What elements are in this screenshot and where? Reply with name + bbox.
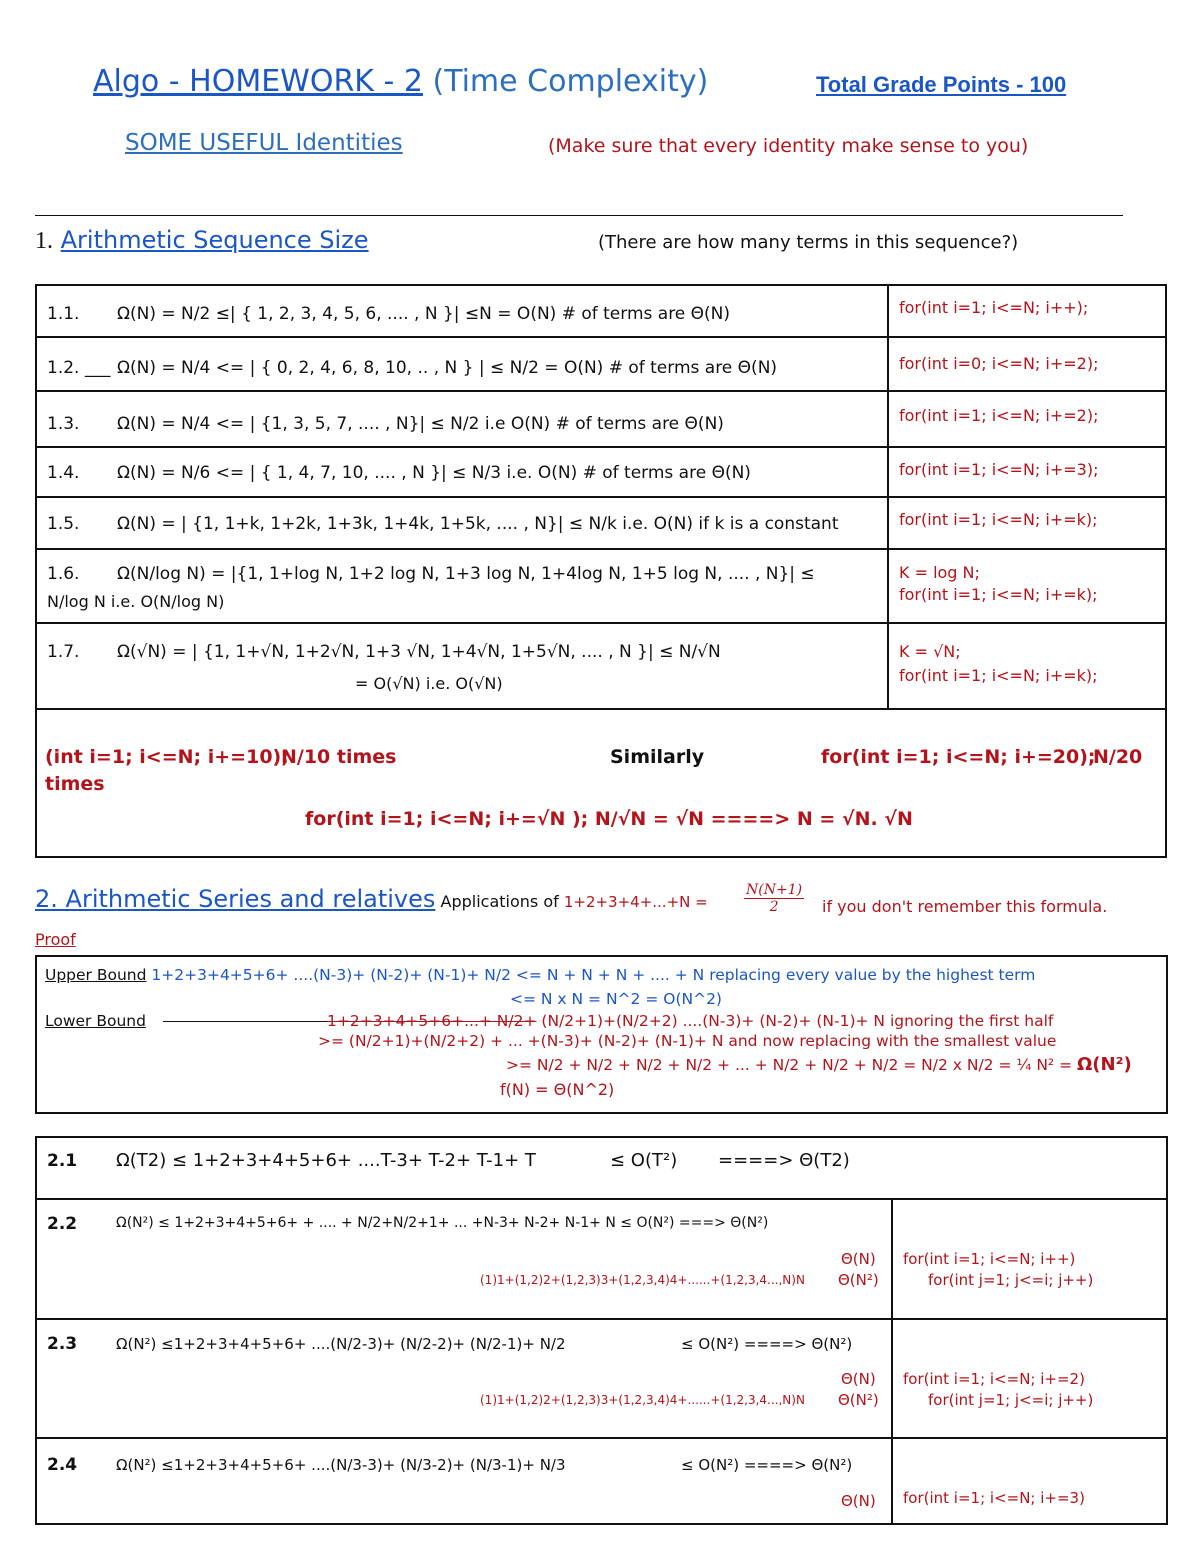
section2-app: Applications of: [435, 892, 564, 911]
code-1-7: [888, 623, 1166, 709]
section2-heading: [35, 885, 708, 913]
row-2-4-id: 2.4: [47, 1455, 78, 1475]
row-text: Ω(N) = N/4 <= | { 0, 2, 4, 6, 8, 10, .. , N } | ≤ N/2 = O(N) # of terms are Θ(N): [117, 358, 778, 378]
divider: [35, 215, 1123, 216]
frac-numerator: N(N+1): [746, 882, 803, 898]
col-divider: [891, 1198, 893, 1523]
footer-times: times: [45, 773, 105, 795]
lower-sum: >= N/2 + N/2 + N/2 + N/2 + ... + N/2 + N/2 + N/2 = N/2 x N/2 = ¼ N² =: [506, 1056, 1077, 1074]
lower-struck: 1+2+3+4+5+6+...+ N/2+: [327, 1012, 537, 1030]
row-2-4-bound: ≤ O(N²) ====> Θ(N²): [681, 1456, 853, 1474]
footer-similarly: Similarly: [610, 746, 705, 768]
row-divider: [35, 1318, 1166, 1320]
row-id: 1.6.: [47, 564, 80, 584]
code-1-1: [888, 285, 1166, 337]
row-2-3-theta-n: Θ(N): [841, 1370, 876, 1388]
section1-heading: [35, 226, 369, 255]
row-id: 1.7.: [47, 642, 80, 662]
lower-kept: (N/2+1)+(N/2+2) ....(N-3)+ (N-2)+ (N-1)+ N ignoring the first half: [536, 1012, 1054, 1030]
identities-heading: SOME USEFUL Identities: [125, 130, 403, 156]
footer-n20: N/20: [1093, 746, 1143, 768]
upper-bound-label: Upper Bound: [45, 966, 147, 984]
row-text: Ω(N) = | {1, 1+k, 1+2k, 1+3k, 1+4k, 1+5k, .... , N}| ≤ N/k i.e. O(N) if k is a constant: [117, 514, 839, 534]
row-id: 1.5.: [47, 514, 80, 534]
footer-code-10: (int i=1; i<=N; i+=10);: [45, 746, 289, 768]
footer-cell: [36, 709, 1166, 857]
section2-formula: 1+2+3+4+...+N =: [563, 893, 708, 911]
row-2-3-code-1: for(int i=1; i<=N; i+=2): [903, 1370, 1085, 1388]
row-id: 1.2. ___: [47, 358, 111, 378]
proof-link[interactable]: Proof: [35, 930, 76, 949]
sequence-table: [35, 284, 1167, 858]
row-2-1-bound: ≤ O(T²): [610, 1150, 678, 1171]
row-text-2: = O(√N) i.e. O(√N): [355, 674, 503, 693]
lower-omega: Ω(N²): [1077, 1054, 1132, 1075]
row-2-3-bound: ≤ O(N²) ====> Θ(N²): [681, 1335, 853, 1353]
row-text: Ω(N) = N/2 ≤| { 1, 2, 3, 4, 5, 6, .... , N }| ≤N = O(N) # of terms are Θ(N): [117, 304, 731, 324]
row-2-4-code-1: for(int i=1; i<=N; i+=3): [903, 1489, 1085, 1507]
row-id: 1.3.: [47, 414, 80, 434]
row-2-4-text: Ω(N²) ≤1+2+3+4+5+6+ ....(N/3-3)+ (N/3-2)+ (N/3-1)+ N/3: [116, 1456, 566, 1474]
code-text: K = log N;: [899, 563, 980, 582]
frac-denominator: 2: [769, 899, 779, 915]
row-text: Ω(N) = N/4 <= | {1, 3, 5, 7, .... , N}| ≤ N/2 i.e O(N) # of terms are Θ(N): [117, 414, 724, 434]
upper-seq: 1+2+3+4+5+6+: [146, 966, 289, 984]
footer-code-20: for(int i=1; i<=N; i+=20);: [821, 746, 1096, 768]
row-1-2: [36, 337, 888, 391]
row-1-4: [36, 447, 888, 497]
title-subtitle: (Time Complexity): [422, 64, 709, 99]
upper-bound-line: [45, 966, 1035, 984]
lower-first-half: [327, 1012, 1053, 1030]
row-2-1-id: 2.1: [47, 1151, 78, 1171]
section2-formula-tail: if you don't remember this formula.: [822, 897, 1108, 916]
code-1-2: [888, 337, 1166, 391]
row-text: Ω(N) = N/6 <= | { 1, 4, 7, 10, .... , N }| ≤ N/3 i.e. O(N) # of terms are Θ(N): [117, 463, 751, 483]
section2-fraction: [744, 882, 804, 915]
code-text-2: for(int i=1; i<=N; i+=k);: [899, 585, 1098, 604]
code-text: for(int i=1; i<=N; i+=k);: [899, 510, 1098, 529]
row-2-2-theta-n2: Θ(N²): [838, 1271, 879, 1289]
row-2-3-text: Ω(N²) ≤1+2+3+4+5+6+ ....(N/2-3)+ (N/2-2)+ (N/2-1)+ N/2: [116, 1335, 566, 1353]
row-divider: [35, 1198, 1166, 1200]
row-1-3: [36, 391, 888, 447]
row-2-2-code-2: for(int j=1; j<=i; j++): [928, 1271, 1094, 1289]
row-2-3-seq: (1)1+(1,2)2+(1,2,3)3+(1,2,3,4)4+......+(1,2,3,4...,N)N: [480, 1393, 805, 1407]
upper-result: <= N x N = N^2 = O(N^2): [510, 990, 722, 1008]
row-1-6: [36, 549, 888, 623]
row-1-5: [36, 497, 888, 549]
footer-sqrt: for(int i=1; i<=N; i+=√N ); N/√N = √N ====> N = √N. √N: [305, 808, 913, 830]
code-text: for(int i=1; i<=N; i++);: [899, 298, 1089, 317]
row-1-1: [36, 285, 888, 337]
code-1-3: [888, 391, 1166, 447]
section2-title[interactable]: 2. Arithmetic Series and relatives: [35, 885, 436, 913]
row-text-2: N/log N i.e. O(N/log N): [47, 592, 225, 611]
code-text: for(int i=1; i<=N; i+=3);: [899, 460, 1099, 479]
title-link[interactable]: Algo - HOMEWORK - 2: [93, 64, 423, 99]
code-text: K = √N;: [899, 642, 961, 661]
lower-theta: f(N) = Θ(N^2): [500, 1080, 615, 1099]
grade-points: Total Grade Points - 100: [816, 72, 1067, 97]
section1-question: (There are how many terms in this sequence?): [598, 232, 1019, 253]
row-2-1-text: Ω(T2) ≤ 1+2+3+4+5+6+ ....T-3+ T-2+ T-1+ T: [116, 1150, 536, 1171]
row-2-4-theta-n: Θ(N): [841, 1492, 876, 1510]
row-text: Ω(√N) = | {1, 1+√N, 1+2√N, 1+3 √N, 1+4√N, 1+5√N, .... , N }| ≤ N/√N: [117, 642, 721, 662]
row-2-2-seq: (1)1+(1,2)2+(1,2,3)3+(1,2,3,4)4+......+(1,2,3,4...,N)N: [480, 1273, 805, 1287]
row-1-7: [36, 623, 888, 709]
row-2-2-text: Ω(N²) ≤ 1+2+3+4+5+6+ + .... + N/2+N/2+1+ ... +N-3+ N-2+ N-1+ N ≤ O(N²) ===> Θ(N²): [116, 1215, 769, 1231]
lower-bound-label: Lower Bound: [45, 1012, 146, 1030]
code-text-2: for(int i=1; i<=N; i+=k);: [899, 666, 1098, 685]
footer-n10: N/10 times: [281, 746, 397, 768]
row-2-2-theta-n: Θ(N): [841, 1250, 876, 1268]
section1-number: 1.: [35, 228, 53, 254]
title-line: [93, 64, 708, 99]
row-divider: [35, 1437, 1166, 1439]
identities-note: (Make sure that every identity make sense to you): [548, 135, 1029, 157]
lower-line-4: [506, 1054, 1132, 1075]
code-text: for(int i=0; i<=N; i+=2);: [899, 354, 1099, 373]
code-1-4: [888, 447, 1166, 497]
row-2-3-code-2: for(int j=1; j<=i; j++): [928, 1391, 1094, 1409]
row-2-2-code-1: for(int i=1; i<=N; i++): [903, 1250, 1076, 1268]
lower-line-3: >= (N/2+1)+(N/2+2) + ... +(N-3)+ (N-2)+ (N-1)+ N and now replacing with the smallest value: [318, 1032, 1057, 1050]
upper-rest: ....(N-3)+ (N-2)+ (N-1)+ N/2 <= N + N + N + .... + N replacing every value by the highest term: [288, 966, 1036, 984]
row-2-3-theta-n2: Θ(N²): [838, 1391, 879, 1409]
row-2-2-id: 2.2: [47, 1214, 78, 1234]
row-2-1-result: ====> Θ(T2): [718, 1150, 850, 1171]
row-id: 1.1.: [47, 304, 80, 324]
row-id: 1.4.: [47, 463, 80, 483]
code-1-6: [888, 549, 1166, 623]
code-text: for(int i=1; i<=N; i+=2);: [899, 406, 1099, 425]
row-text: Ω(N/log N) = |{1, 1+log N, 1+2 log N, 1+3 log N, 1+4log N, 1+5 log N, .... , N}| ≤: [117, 564, 815, 584]
section1-title[interactable]: Arithmetic Sequence Size: [60, 226, 369, 254]
code-1-5: [888, 497, 1166, 549]
row-2-3-id: 2.3: [47, 1334, 78, 1354]
